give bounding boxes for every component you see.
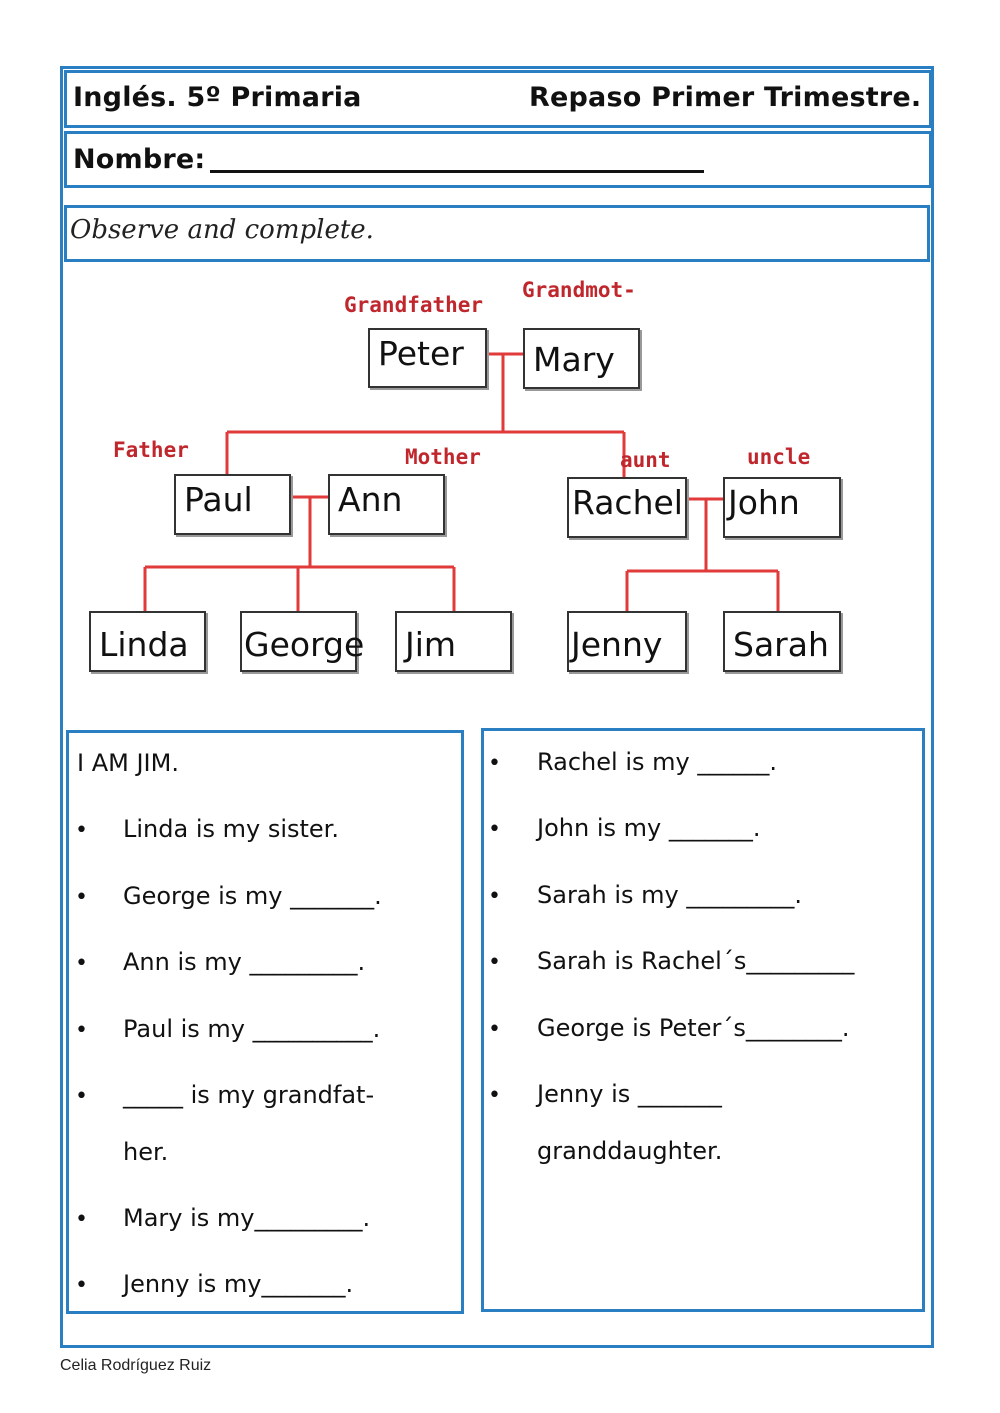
name-box-rachel: [567, 477, 687, 538]
exercise-right: [481, 728, 925, 1312]
author-credit: Celia Rodríguez Ruiz: [60, 1357, 212, 1374]
name-text: Jim: [405, 625, 457, 664]
exercise-item[interactable]: Rachel is my ______.: [537, 748, 777, 776]
worksheet-title: Repaso Primer Trimestre.: [529, 82, 922, 113]
exercise-item[interactable]: John is my _______.: [537, 814, 761, 842]
exercise-item[interactable]: Ann is my _________.: [123, 948, 366, 976]
name-box-peter: [368, 328, 487, 388]
bullet: •: [488, 1083, 501, 1108]
bullet: •: [75, 1273, 88, 1298]
name-box-mary: [523, 328, 640, 389]
name-box-john: [723, 477, 841, 538]
role-mother: Mother: [405, 445, 481, 469]
role-aunt: aunt: [620, 448, 671, 472]
exercise-item[interactable]: George is my _______.: [123, 882, 382, 910]
name-text: Paul: [184, 480, 253, 519]
name-text: George: [244, 625, 365, 664]
bullet: •: [75, 1018, 88, 1043]
name-text: John: [728, 483, 800, 522]
name-text: Sarah: [733, 625, 829, 664]
name-text: Jenny: [571, 625, 663, 664]
bullet: •: [75, 1084, 88, 1109]
name-box-george: [240, 611, 365, 672]
exercise-item[interactable]: Paul is my __________.: [123, 1015, 381, 1043]
name-box-ann: [328, 474, 445, 535]
role-grandfather: Grandfather: [344, 293, 484, 317]
name-label: Nombre:: [73, 144, 206, 175]
name-text: Rachel: [572, 483, 683, 522]
name-text: Ann: [338, 480, 403, 519]
instruction-text: Observe and complete.: [70, 215, 374, 245]
exercise-item-continued: granddaughter.: [537, 1137, 723, 1165]
exercise-item-continued: her.: [123, 1138, 169, 1166]
name-box-paul: [174, 474, 291, 535]
bullet: •: [75, 951, 88, 976]
bullet: •: [75, 885, 88, 910]
exercise-item[interactable]: Jenny is my_______.: [123, 1270, 354, 1298]
exercise-item[interactable]: Sarah is my _________.: [537, 881, 802, 909]
bullet: •: [488, 751, 501, 776]
exercise-item[interactable]: Jenny is _______: [537, 1080, 722, 1108]
exercise-item[interactable]: George is Peter´s________.: [537, 1014, 850, 1042]
role-grandmother: Grandmot-: [522, 278, 636, 302]
bullet: •: [75, 818, 88, 843]
bullet: •: [488, 817, 501, 842]
name-box-linda: [89, 611, 206, 672]
exercise-item: Linda is my sister.: [123, 815, 339, 843]
name-text: Linda: [99, 625, 189, 664]
exercise-item[interactable]: Sarah is Rachel´s_________: [537, 947, 855, 975]
name-text: Mary: [533, 340, 615, 379]
bullet: •: [488, 950, 501, 975]
course-label: Inglés. 5º Primaria: [73, 82, 362, 113]
role-uncle: uncle: [747, 445, 811, 469]
name-box-jenny: [567, 611, 687, 672]
role-father: Father: [113, 438, 189, 462]
exercise-left-title: I AM JIM.: [77, 749, 179, 777]
name-box-jim: [395, 611, 512, 672]
name-text: Peter: [378, 334, 464, 373]
exercise-item[interactable]: _____ is my grandfat-: [123, 1081, 375, 1109]
bullet: •: [488, 884, 501, 909]
name-box-sarah: [723, 611, 841, 672]
exercise-item[interactable]: Mary is my_________.: [123, 1204, 371, 1232]
bullet: •: [75, 1207, 88, 1232]
exercise-left: [66, 730, 464, 1314]
bullet: •: [488, 1017, 501, 1042]
